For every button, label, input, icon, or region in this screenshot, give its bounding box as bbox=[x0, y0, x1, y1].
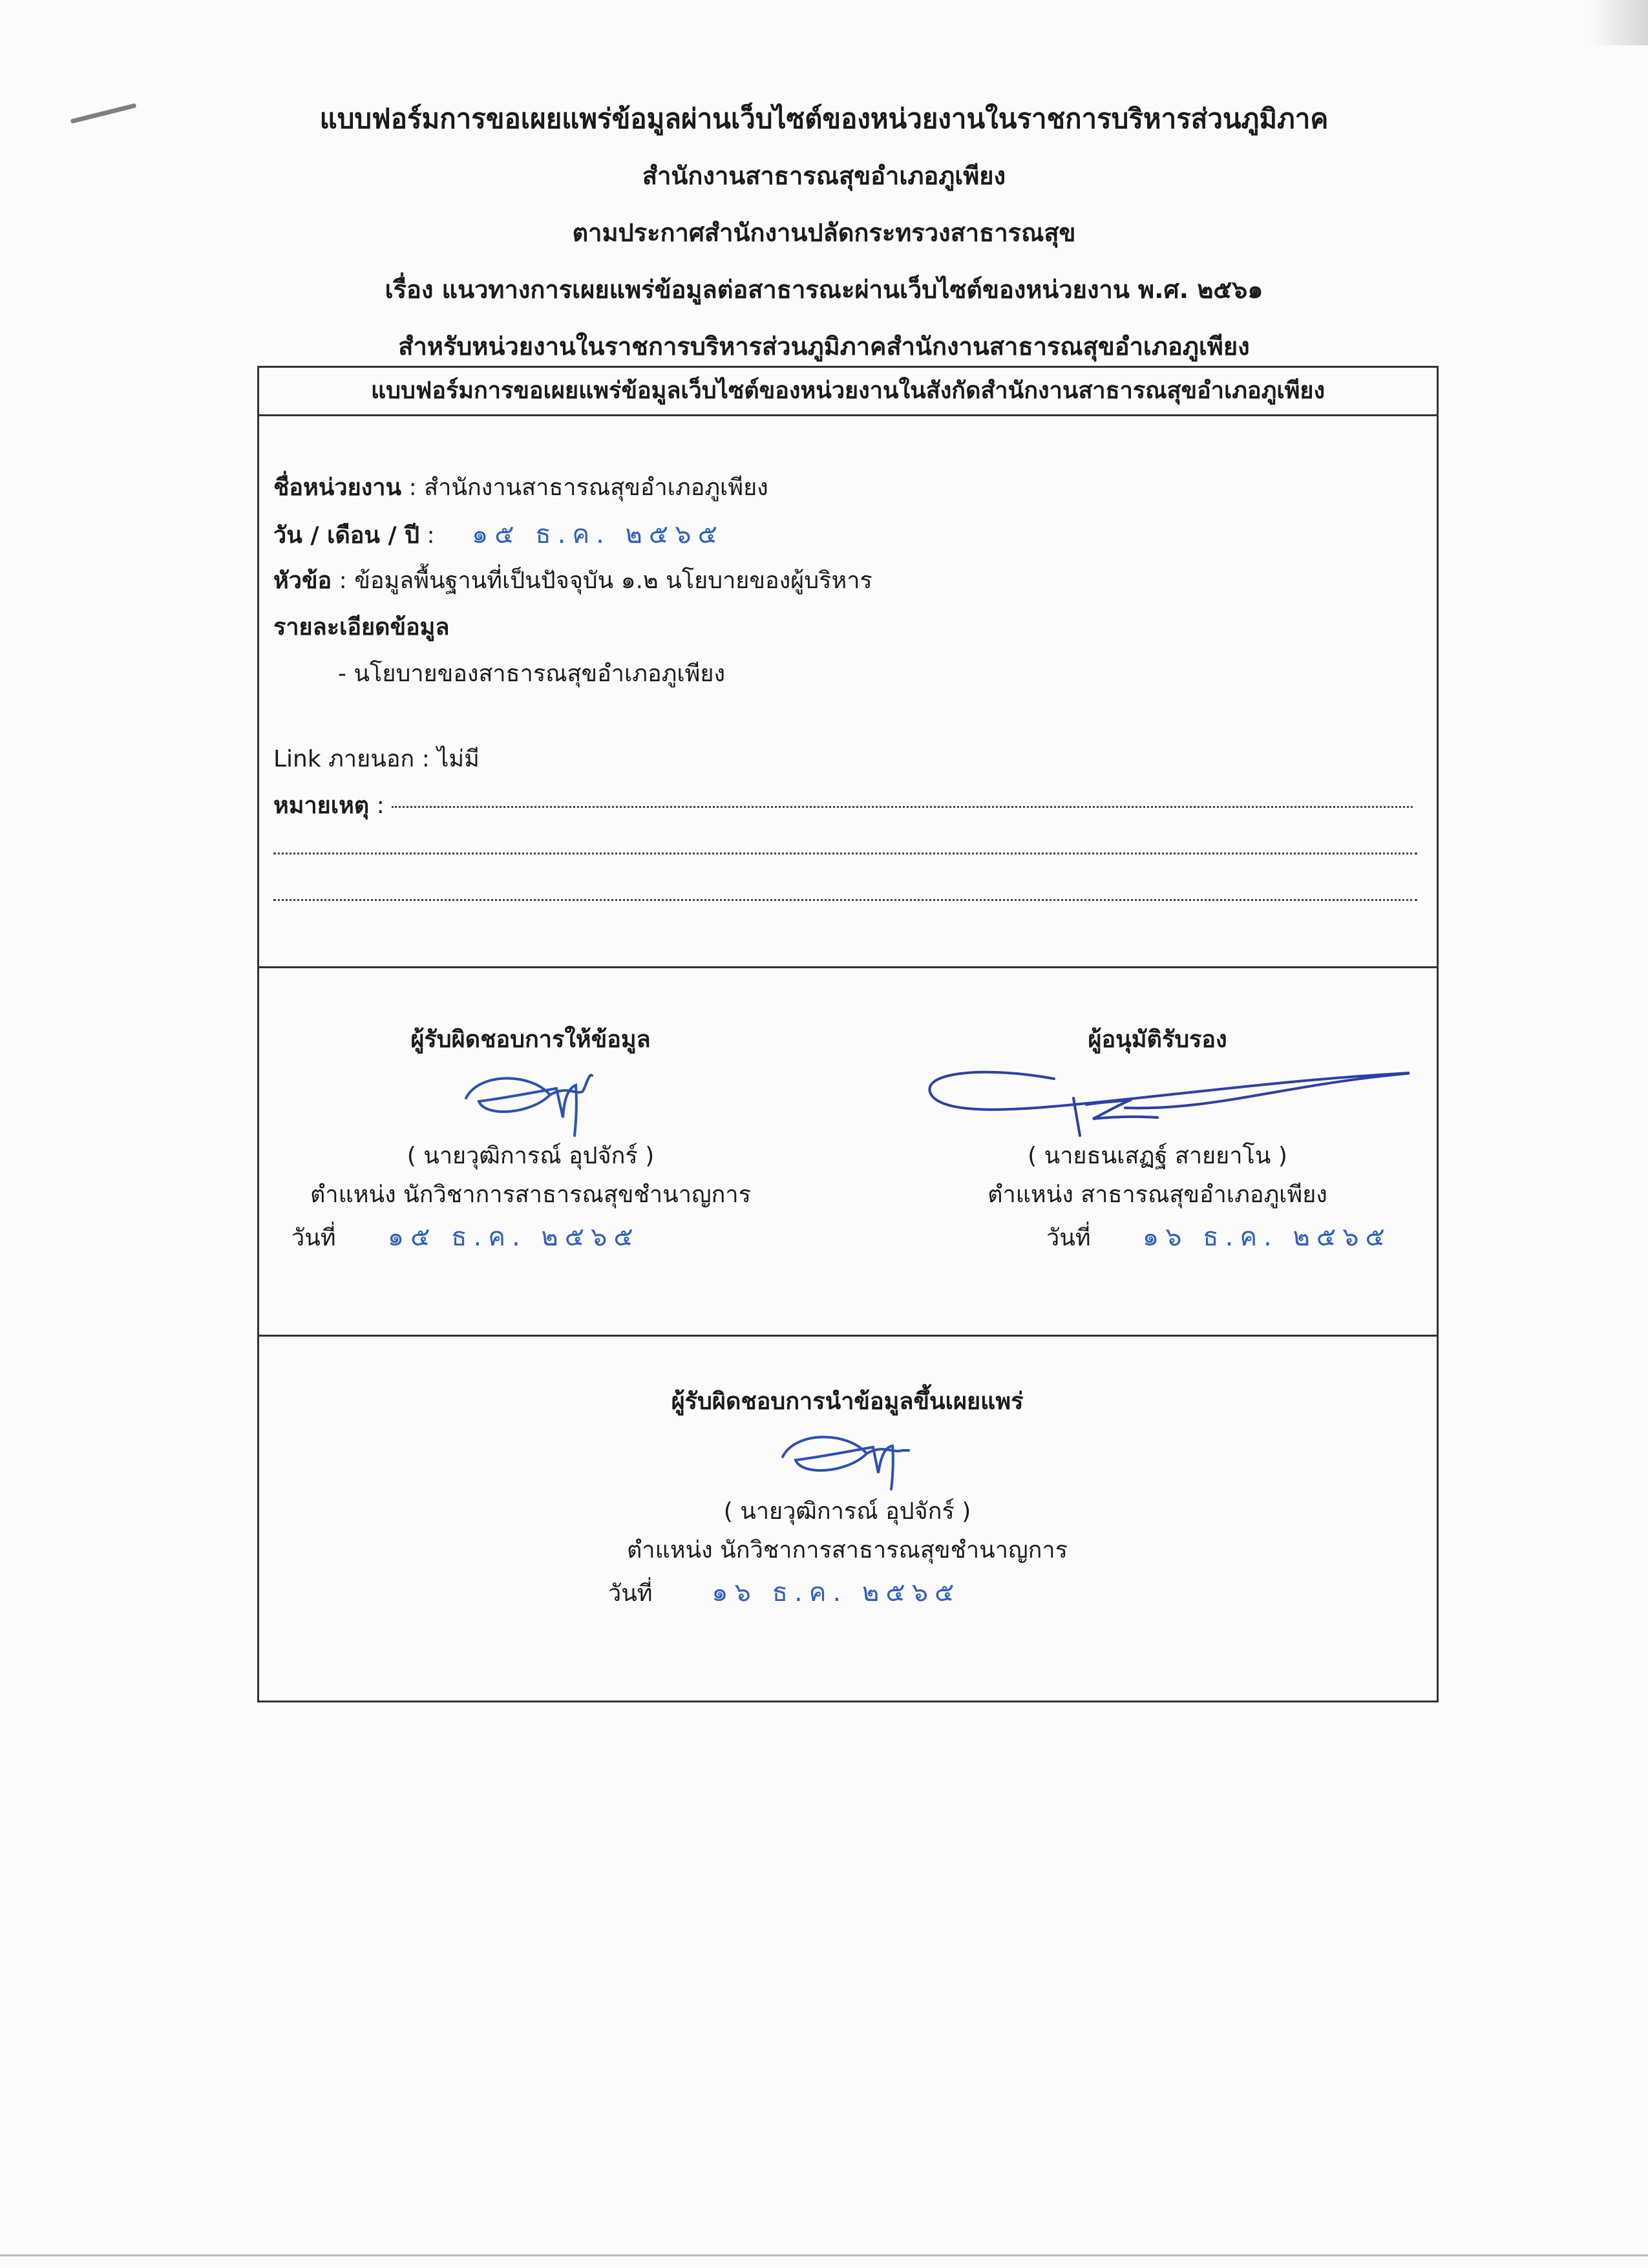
link-row bbox=[273, 736, 1424, 783]
remark-dotted-line bbox=[273, 899, 1417, 901]
detail-item: - นโยบายของสาธารณสุขอำเภอภูเพียง bbox=[338, 661, 726, 687]
scan-bottom-edge bbox=[0, 2254, 1648, 2256]
remark-line-2 bbox=[273, 829, 1424, 876]
approver-name: ( นายธนเสฏฐ์ สายยาโน ) bbox=[1028, 1143, 1287, 1169]
spacer bbox=[273, 697, 1424, 736]
document-header bbox=[0, 90, 1648, 375]
provider-name: ( นายวุฒิการณ์ อุปจักร์ ) bbox=[407, 1143, 655, 1169]
provider-signature bbox=[453, 1059, 608, 1137]
link-value: ไม่มี bbox=[437, 746, 480, 772]
approver-signature bbox=[905, 1059, 1410, 1137]
topic-value: ข้อมูลพื้นฐานที่เป็นปัจจุบัน ๑.๒ นโยบายของผู้บริหาร bbox=[354, 567, 872, 594]
section-divider bbox=[259, 1335, 1437, 1337]
remark-line-3 bbox=[273, 876, 1424, 922]
remark-row bbox=[273, 783, 1424, 829]
date-label: วันที่ bbox=[291, 1225, 336, 1251]
agency-value: สำนักงานสาธารณสุขอำเภอภูเพียง bbox=[424, 474, 768, 501]
handwritten-date: ๑๕ ธ.ค. ๒๕๖๕ bbox=[471, 520, 724, 549]
header-subject: เรื่อง แนวทางการเผยแพร่ข้อมูลต่อสาธารณะผ่านเว็บไซต์ของหน่วยงาน พ.ศ. ๒๕๖๑ bbox=[385, 275, 1263, 304]
publication-form bbox=[257, 366, 1439, 1702]
date-label: วันที่ bbox=[1046, 1225, 1091, 1251]
remark-dotted-line bbox=[392, 806, 1413, 808]
header-announcement: ตามประกาศสำนักงานปลัดกระทรวงสาธารณสุข bbox=[572, 218, 1076, 247]
publisher-signature-block bbox=[550, 1383, 1145, 1616]
date-row bbox=[273, 511, 1424, 558]
topic-row bbox=[273, 558, 1424, 604]
colon: : bbox=[339, 567, 355, 594]
link-label: Link ภายนอก bbox=[273, 746, 415, 772]
header-office: สำนักงานสาธารณสุขอำเภอภูเพียง bbox=[642, 162, 1006, 190]
colon: : bbox=[427, 522, 465, 549]
provider-position: ตำแหน่ง นักวิชาการสาธารณสุขชำนาญการ bbox=[310, 1182, 751, 1208]
provider-date-row bbox=[266, 1214, 796, 1261]
approver-signature-block bbox=[905, 1021, 1410, 1261]
form-title: แบบฟอร์มการขอเผยแพร่ข้อมูลเว็บไซต์ของหน่วยงานในสังกัดสำนักงานสาธารณสุขอำเภอภูเพียง bbox=[259, 368, 1437, 416]
form-info bbox=[273, 465, 1424, 922]
handwritten-date: ๑๕ ธ.ค. ๒๕๖๕ bbox=[387, 1222, 640, 1252]
publisher-date-row bbox=[550, 1570, 1145, 1616]
approver-role: ผู้อนุมัติรับรอง bbox=[1088, 1026, 1227, 1053]
header-title: แบบฟอร์มการขอเผยแพร่ข้อมูลผ่านเว็บไซต์ของหน่วยงานในราชการบริหารส่วนภูมิภาค bbox=[319, 103, 1329, 134]
date-label: วัน / เดือน / ปี bbox=[273, 522, 420, 549]
approver-date-row bbox=[905, 1214, 1410, 1261]
detail-label: รายละเอียดข้อมูล bbox=[273, 614, 450, 641]
publisher-name: ( นายวุฒิการณ์ อุปจักร์ ) bbox=[723, 1498, 971, 1525]
scan-edge-shadow bbox=[1590, 0, 1648, 45]
detail-row bbox=[273, 604, 1424, 651]
colon: : bbox=[376, 792, 392, 819]
date-label: วันที่ bbox=[608, 1580, 653, 1607]
agency-row bbox=[273, 465, 1424, 511]
remark-label: หมายเหตุ bbox=[273, 792, 370, 819]
colon: : bbox=[421, 746, 438, 772]
agency-label: ชื่อหน่วยงาน bbox=[273, 474, 402, 501]
provider-signature-block bbox=[266, 1021, 796, 1261]
provider-role: ผู้รับผิดชอบการให้ข้อมูล bbox=[410, 1026, 651, 1053]
colon: : bbox=[408, 474, 425, 501]
remark-dotted-line bbox=[273, 853, 1417, 854]
publisher-position: ตำแหน่ง นักวิชาการสาธารณสุขชำนาญการ bbox=[627, 1537, 1068, 1563]
header-scope: สำหรับหน่วยงานในราชการบริหารส่วนภูมิภาคสำนักงานสาธารณสุขอำเภอภูเพียง bbox=[398, 332, 1250, 361]
publisher-role: ผู้รับผิดชอบการนำข้อมูลขึ้นเผยแพร่ bbox=[671, 1388, 1024, 1415]
topic-label: หัวข้อ bbox=[273, 567, 332, 594]
handwritten-date: ๑๖ ธ.ค. ๒๕๖๕ bbox=[1142, 1222, 1391, 1252]
approver-position: ตำแหน่ง สาธารณสุขอำเภอภูเพียง bbox=[988, 1182, 1327, 1208]
section-divider bbox=[259, 966, 1437, 968]
handwritten-date: ๑๖ ธ.ค. ๒๕๖๕ bbox=[712, 1578, 961, 1607]
publisher-signature bbox=[770, 1421, 925, 1492]
